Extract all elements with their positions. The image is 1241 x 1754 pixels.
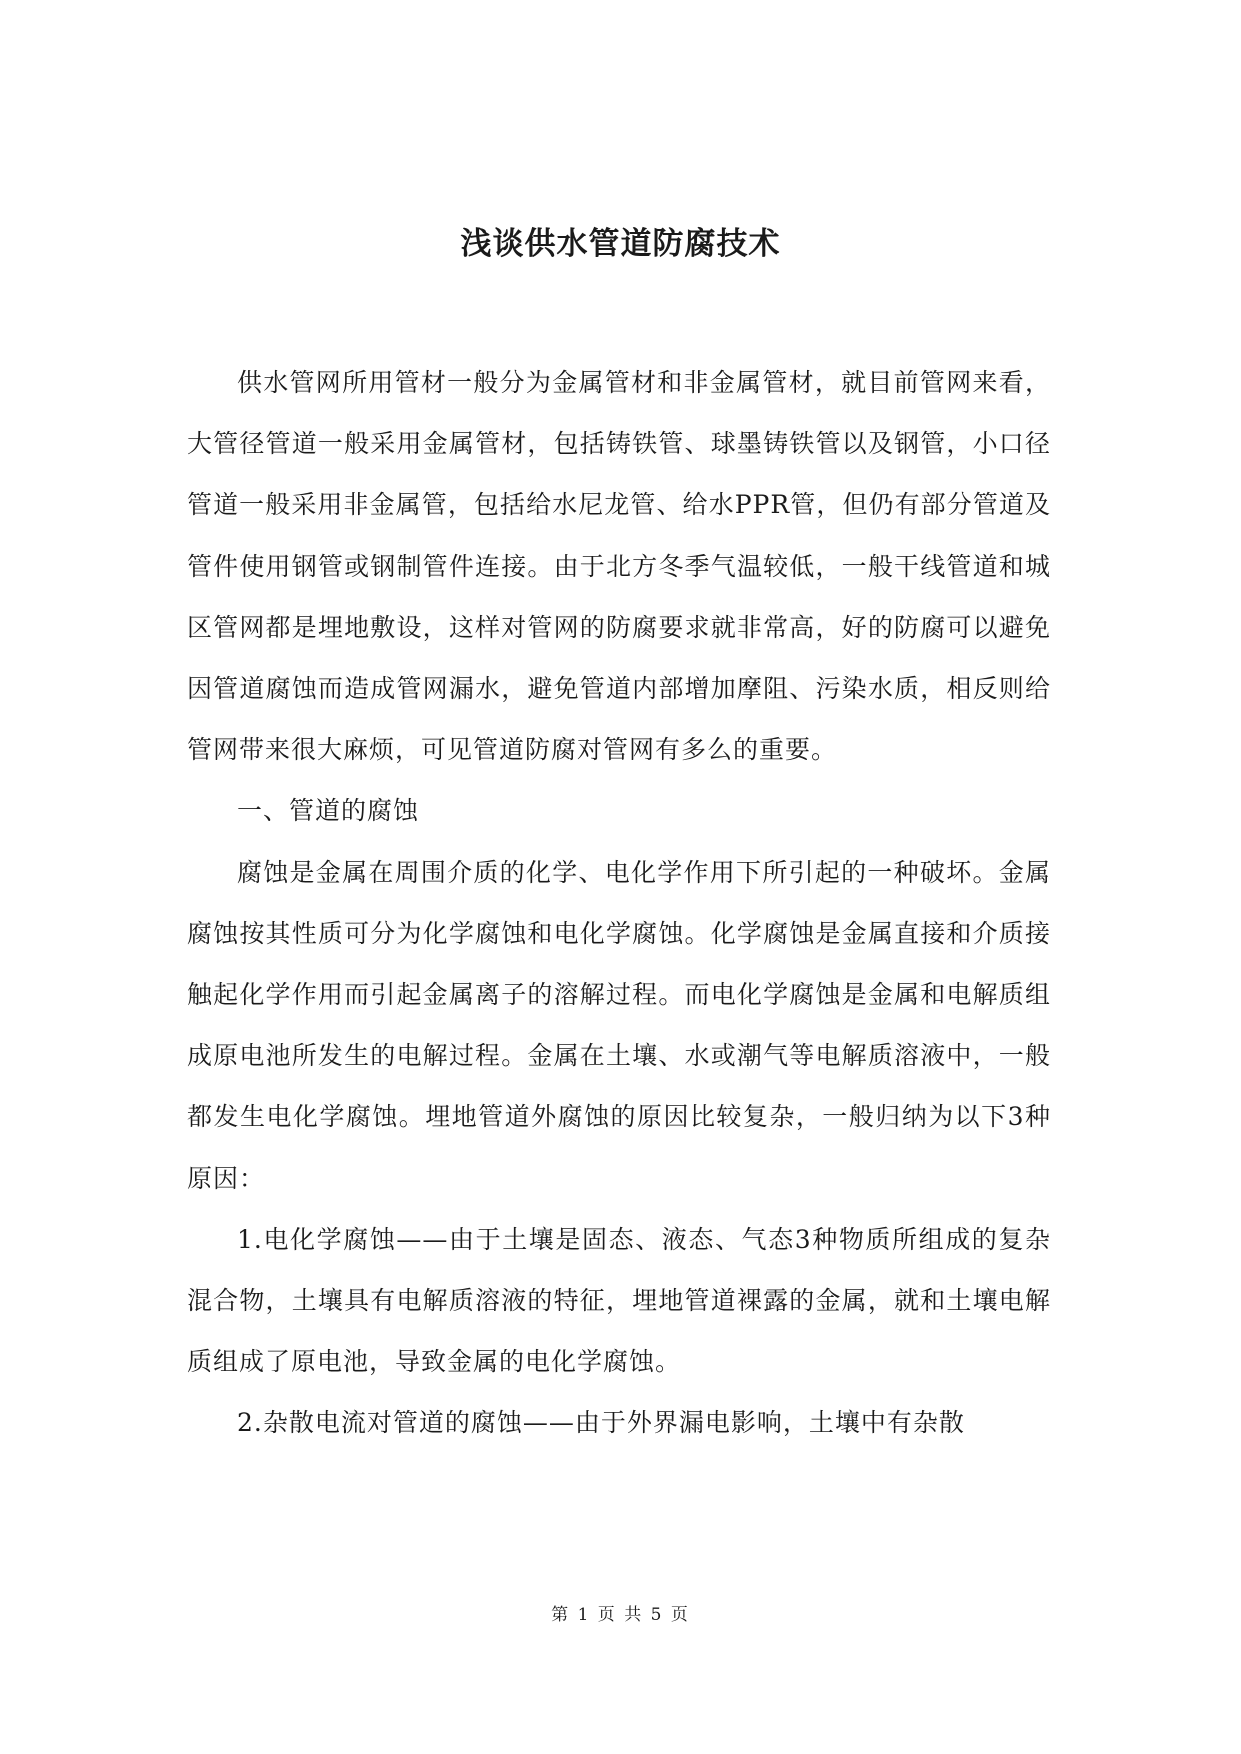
paragraph-stray-current-corrosion: 2.杂散电流对管道的腐蚀——由于外界漏电影响，土壤中有杂散 — [237, 1408, 965, 1438]
paragraph-intro: 供水管网所用管材一般分为金属管材和非金属管材，就目前管网来看，大管径管道一般采用金属管材，包括铸铁管、球墨铸铁管以及钢管，小口径管道一般采用非金属管，包括给水尼龙管、给水PPR管，但仍有部分管道及管件使用钢管或钢制管件连接。由于北方冬季气温较低，一般干线管道和城区管网都是埋地敷设，这样对管网的防腐要求就非常高，好的防腐可以避免因管道腐蚀而造成管网漏水，避免管道内部增加摩阻、污染水质，相反则给管网带来很大麻烦，可见管道防腐对管网有多么的重要。 — [187, 368, 1051, 765]
paragraph-electrochemical-corrosion: 1.电化学腐蚀——由于土壤是固态、液态、气态3种物质所组成的复杂混合物，土壤具有电解质溶液的特征，埋地管道裸露的金属，就和土壤电解质组成了原电池，导致金属的电化学腐蚀。 — [187, 1224, 1051, 1377]
document-title: 浅谈供水管道防腐技术 — [460, 226, 781, 262]
page-number-footer: 第 1 页 共 5 页 — [551, 1605, 690, 1625]
section-heading-corrosion: 一、管道的腐蚀 — [237, 796, 420, 826]
paragraph-corrosion-definition: 腐蚀是金属在周围介质的化学、电化学作用下所引起的一种破坏。金属腐蚀按其性质可分为化学腐蚀和电化学腐蚀。化学腐蚀是金属直接和介质接触起化学作用而引起金属离子的溶解过程。而电化学腐蚀是金属和电解质组成原电池所发生的电解过程。金属在土壤、水或潮气等电解质溶液中，一般都发生电化学腐蚀。埋地管道外腐蚀的原因比较复杂，一般归纳为以下3种原因： — [187, 857, 1051, 1193]
document-body — [187, 352, 1051, 1454]
